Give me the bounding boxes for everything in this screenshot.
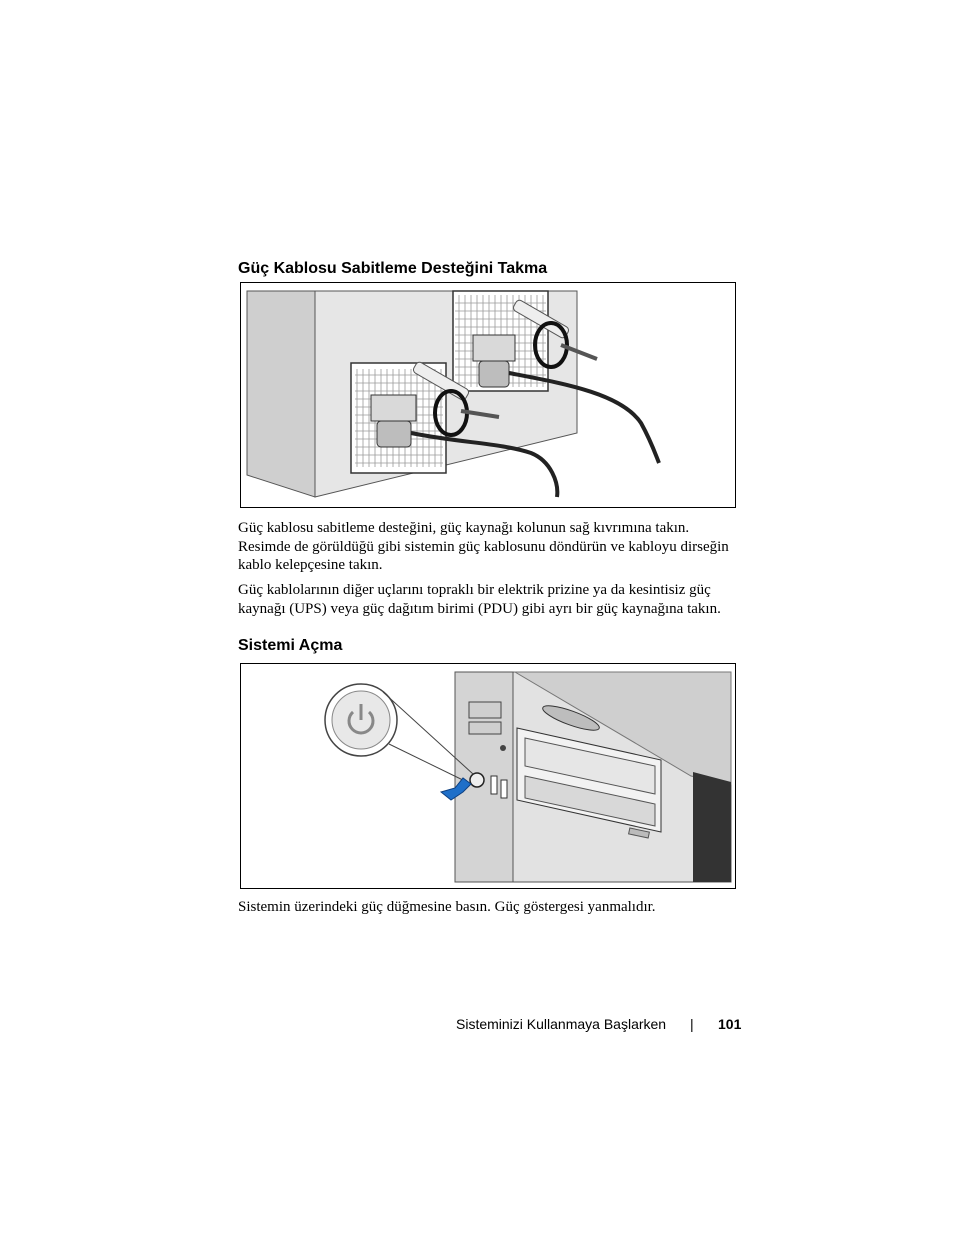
power-cable-illustration: [241, 283, 735, 507]
paragraph-connect-outlet: Güç kablolarının diğer uçlarını topraklı bir elektrik prizine ya da kesintisiz güç kaynağı (UPS) veya güç dağıtım birimi (PDU) gibi ayrı bir güç kaynağına takın.: [238, 582, 721, 617]
paragraph-attach-bracket: Güç kablosu sabitleme desteğini, güç kaynağı kolunun sağ kıvrımına takın. Resimde de görüldüğü gibi sistemin güç kablosunu döndürün ve kabloyu dirseğin kablo kelepçesine takın.: [238, 520, 729, 573]
footer-chapter-title: Sisteminizi Kullanmaya Başlarken: [456, 1016, 667, 1032]
power-button-illustration: [241, 664, 735, 888]
section-heading-turn-on-system: Sistemi Açma: [238, 637, 343, 654]
paragraph-press-power: Sistemin üzerindeki güç düğmesine basın. Güç göstergesi yanmalıdır.: [238, 899, 656, 915]
figure-power-button: [240, 663, 736, 889]
page-number: 101: [718, 1016, 742, 1032]
figure-power-cable-bracket: [240, 282, 736, 508]
section-heading-power-cable-bracket: Güç Kablosu Sabitleme Desteğini Takma: [238, 260, 548, 277]
footer-separator: |: [690, 1016, 694, 1032]
